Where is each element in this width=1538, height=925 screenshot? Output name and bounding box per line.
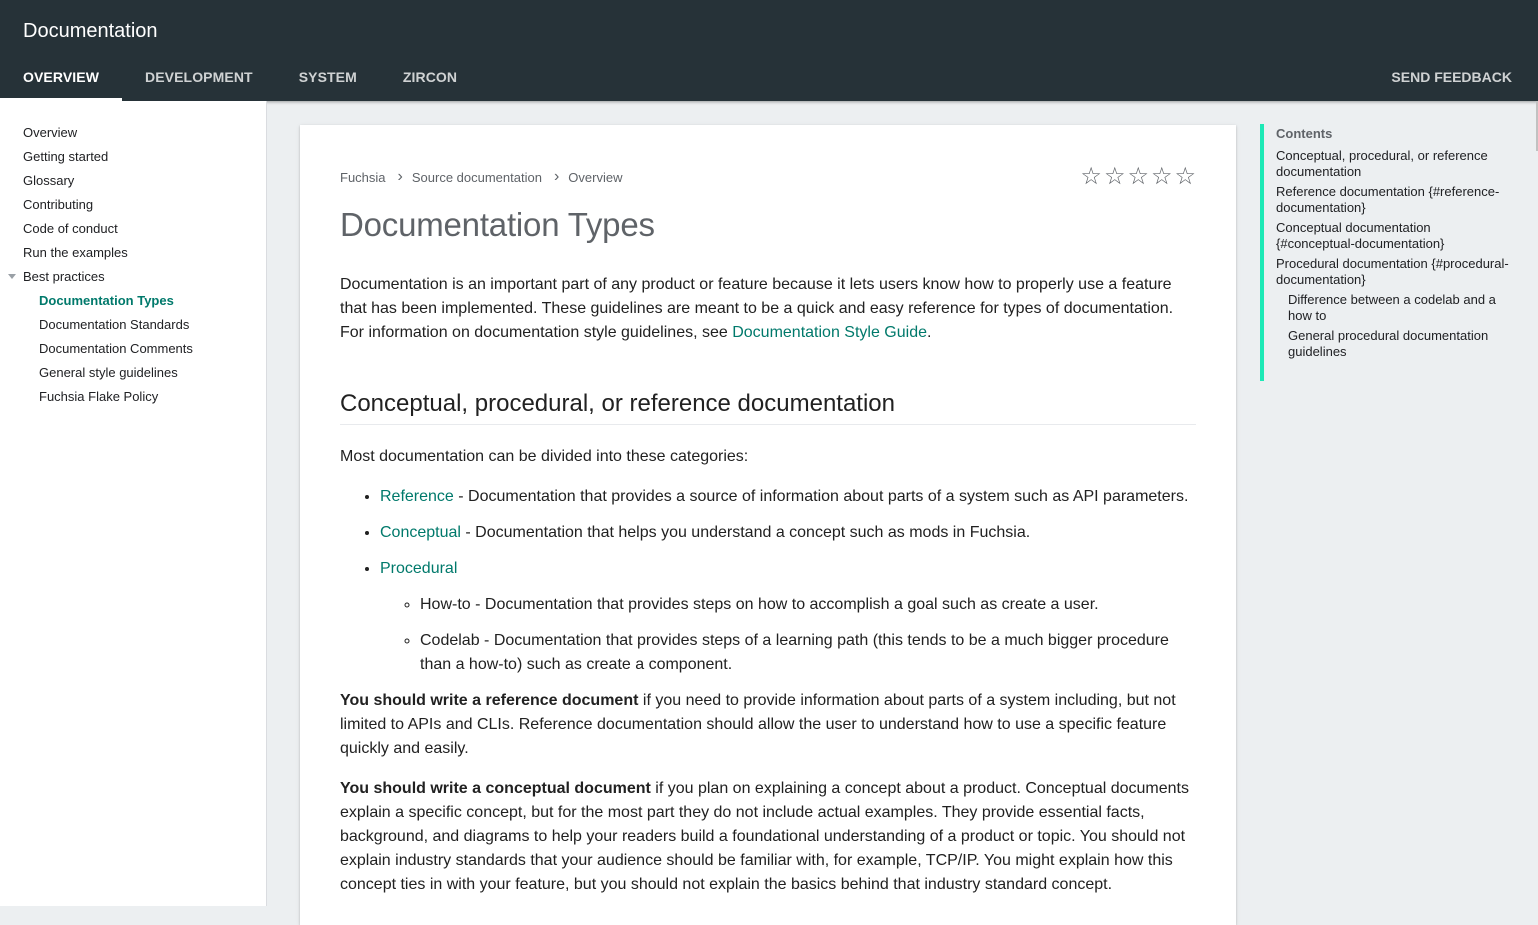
list-item: [380, 557, 1196, 677]
sidebar-item-glossary[interactable]: Glossary: [23, 173, 75, 188]
procedural-sublist: [380, 593, 1196, 677]
send-feedback-button[interactable]: SEND FEEDBACK: [1391, 69, 1512, 85]
expand-caret-icon[interactable]: [8, 274, 16, 279]
star-outline-icon[interactable]: ☆: [1150, 163, 1173, 190]
sidebar-item-general-style-guidelines[interactable]: General style guidelines: [39, 365, 178, 380]
chevron-right-icon: ›: [397, 168, 403, 185]
top-app-bar: [0, 0, 1538, 101]
site-title[interactable]: Documentation: [23, 20, 158, 42]
tab-system[interactable]: SYSTEM: [298, 69, 357, 85]
sidebar-item-documentation-types[interactable]: Documentation Types: [39, 293, 174, 308]
conceptual-bold: You should write a conceptual document: [340, 780, 651, 797]
reference-link[interactable]: Reference: [380, 488, 454, 505]
intro-text: Documentation is an important part of any product or feature because it lets users know how to properly use a feature that has been implemented. These guidelines are meant to be a quick and easy reference for types of documentation. For information on documentation style guidelines, see: [340, 276, 1174, 341]
breadcrumb-source-documentation[interactable]: Source documentation: [411, 169, 542, 185]
toc-item-conceptual-documentation[interactable]: Conceptual documentation {#conceptual-documentation}: [1276, 220, 1445, 251]
sidebar-item-code-of-conduct[interactable]: Code of conduct: [23, 221, 118, 236]
list-item-desc: - Documentation that provides a source of information about parts of a system such as API parameters.: [453, 488, 1189, 505]
reference-text: if you need to provide information about parts of a system including, but not limited to APIs and CLIs. Reference documentation should allow the user to understand how to use a specific feature quickly and easily.: [340, 692, 1176, 757]
style-guide-link[interactable]: Documentation Style Guide: [732, 324, 927, 341]
article-card: [300, 125, 1236, 925]
list-item: [380, 485, 1196, 509]
sidebar-item-run-the-examples[interactable]: Run the examples: [23, 245, 128, 260]
page-title: Documentation Types: [340, 206, 655, 243]
tab-development[interactable]: DEVELOPMENT: [145, 69, 253, 85]
breadcrumb-overview[interactable]: Overview: [568, 169, 623, 185]
sidebar-item-overview[interactable]: Overview: [23, 125, 78, 140]
list-item: ◦ How-to - Documentation that provides steps on how to accomplish a goal such as create a user.: [420, 593, 1196, 617]
intro-paragraph: [340, 273, 1196, 345]
sidebar-item-best-practices[interactable]: [0, 265, 266, 289]
tab-zircon[interactable]: ZIRCON: [402, 69, 458, 85]
toc-item-reference-documentation[interactable]: Reference documentation {#reference-documentation}: [1276, 184, 1500, 215]
conceptual-text: if you plan on explaining a concept about a product. Conceptual documents explain a specific concept, but for the most part they do not include actual examples. They provide essential facts, background, and diagrams to help your readers build a foundational understanding of a product or topic. You should not explain industry standards that your audience should be familiar with, for example, TCP/IP. You might explain how this concept ties in with your feature, but you should not explain the basics behind that industry standard concept.: [340, 780, 1189, 893]
sidebar-item-documentation-comments[interactable]: Documentation Comments: [39, 341, 193, 356]
page-rating: [1080, 165, 1196, 189]
sidebar-item-fuchsia-flake-policy[interactable]: Fuchsia Flake Policy: [39, 389, 159, 404]
star-outline-icon[interactable]: ☆: [1174, 163, 1196, 190]
toc-item-procedural-documentation[interactable]: Procedural documentation {#procedural-documentation}: [1276, 256, 1509, 287]
toc-item-conceptual-procedural-reference[interactable]: Conceptual, procedural, or reference documentation: [1276, 148, 1488, 179]
chevron-right-icon: ›: [553, 168, 560, 185]
intro-end: .: [927, 324, 932, 341]
conceptual-link[interactable]: Conceptual: [380, 524, 461, 541]
star-outline-icon[interactable]: ☆: [1103, 163, 1126, 190]
breadcrumb-fuchsia[interactable]: Fuchsia: [340, 169, 386, 185]
categories-list: [340, 485, 1196, 677]
categories-intro: Most documentation can be divided into these categories:: [340, 448, 749, 465]
tab-overview[interactable]: OVERVIEW: [0, 56, 122, 101]
list-item: ◦ Codelab - Documentation that provides steps of a learning path (this tends to be a much bigger procedure than a how-to) such as create a component.: [420, 629, 1196, 677]
sidebar-item-getting-started[interactable]: Getting started: [23, 149, 109, 164]
table-of-contents: [1260, 124, 1510, 381]
left-navigation: [0, 101, 267, 906]
breadcrumb: [340, 169, 622, 185]
procedural-link[interactable]: Procedural: [380, 560, 458, 577]
sidebar-item-documentation-standards[interactable]: Documentation Standards: [39, 317, 190, 332]
toc-item-codelab-vs-howto[interactable]: Difference between a codelab and a how to: [1288, 292, 1496, 323]
top-tabs: [0, 56, 480, 101]
toc-title: Contents: [1276, 126, 1333, 141]
toc-item-general-procedural-guidelines[interactable]: General procedural documentation guidelines: [1288, 328, 1489, 359]
list-item: [380, 521, 1196, 545]
sidebar-item-label: Best practices: [23, 269, 105, 284]
star-outline-icon[interactable]: ☆: [1127, 163, 1149, 190]
article-body: [340, 205, 1196, 897]
section-heading: Conceptual, procedural, or reference documentation: [340, 388, 1196, 425]
star-outline-icon[interactable]: ☆: [1080, 163, 1102, 190]
reference-paragraph: [340, 689, 1196, 761]
sidebar-item-contributing[interactable]: Contributing: [23, 197, 94, 212]
list-item-desc: - Documentation that helps you understand a concept such as mods in Fuchsia.: [460, 524, 1031, 541]
reference-bold: You should write a reference document: [340, 692, 639, 709]
conceptual-paragraph: [340, 777, 1196, 897]
